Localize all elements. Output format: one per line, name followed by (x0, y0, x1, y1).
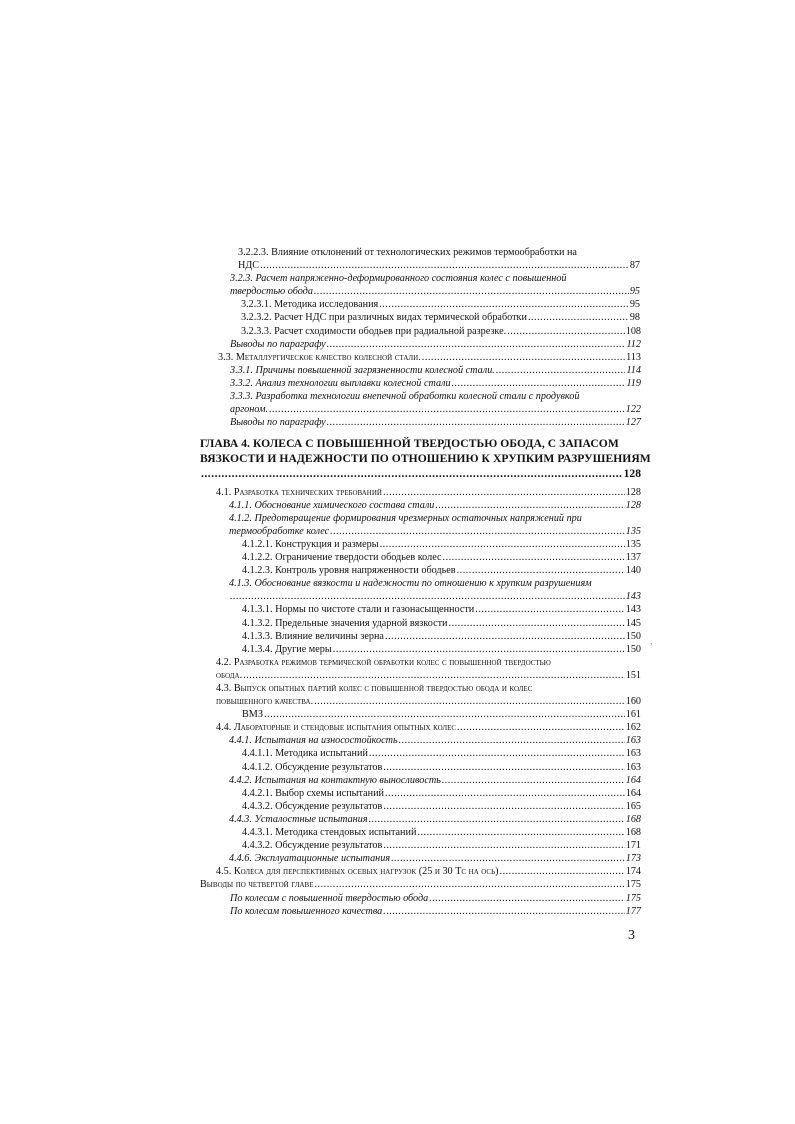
leader-dots (380, 538, 625, 551)
toc-entry (200, 486, 641, 499)
leader-dots (385, 787, 625, 800)
toc-page-number: 143 (625, 604, 641, 616)
toc-entry (200, 905, 641, 918)
toc-entry-title-line: 4.1.2. Предотвращение формирования чрезмерных остаточных напряжений при (229, 512, 582, 524)
leader-dots (369, 813, 625, 826)
toc-entry-title-end: НДС (238, 260, 260, 272)
chapter4-page-row (200, 466, 641, 480)
toc-entry (200, 377, 641, 390)
chapter4-page-number: 128 (623, 466, 641, 480)
toc-entry-title: 4.4. Лабораторные и стендовые испытания опытных колес (216, 722, 457, 734)
toc-entry-title: ВМЗ (242, 709, 263, 721)
toc-entry (200, 564, 641, 577)
toc-page-number: 163 (625, 735, 641, 747)
toc-page-number: 122 (625, 404, 641, 416)
leader-dots (442, 774, 625, 787)
toc-entry (200, 656, 641, 682)
leader-dots (330, 525, 625, 538)
toc-entry (200, 338, 641, 351)
toc-entry-title-end: аргоном. (230, 404, 269, 416)
chapter4-title-line1: ГЛАВА 4. КОЛЕСА С ПОВЫШЕННОЙ ТВЕРДОСТЬЮ ОБОДА, С ЗАПАСОМ (200, 437, 619, 451)
toc-entry-last-line (230, 285, 640, 298)
toc-page-number: 163 (625, 748, 641, 760)
toc-entry (200, 416, 641, 429)
toc-entry (200, 878, 641, 891)
toc-entry (200, 643, 641, 656)
toc-entry-title-end: повышенного качества. (216, 696, 314, 708)
toc-entry (200, 325, 641, 338)
toc-entry-title: 4.1.2.1. Конструкция и размеры (242, 538, 379, 550)
toc-entry-title: 3.3. Металлургическое качество колесной стали. (218, 351, 421, 363)
toc-entry (200, 852, 641, 865)
toc-entry-title: Выводы по четвертой главе (200, 879, 314, 891)
toc-page-number: 135 (625, 525, 641, 537)
leader-dots (449, 617, 625, 630)
toc-entry (200, 892, 641, 905)
leader-dots (315, 878, 625, 891)
toc-section-chapter4 (200, 486, 641, 918)
toc-entry-title: 4.4.3.1. Методика стендовых испытаний (242, 827, 417, 839)
leader-dots (383, 486, 625, 499)
leader-dots (383, 761, 624, 774)
toc-entry (200, 630, 641, 643)
toc-page-number: 177 (625, 905, 641, 917)
toc-entry (200, 551, 641, 564)
toc-entry-last-line (229, 590, 641, 603)
leader-dots (327, 416, 625, 429)
toc-entry-title: 4.1.3.4. Другие меры (242, 643, 332, 655)
toc-entry-title: 3.3.1. Причины повышенной загрязненности колесной стали. (230, 364, 495, 376)
table-of-contents (200, 246, 651, 918)
toc-page-number: 108 (625, 325, 641, 337)
toc-page-number: 140 (625, 565, 641, 577)
toc-entry (200, 538, 641, 551)
page-number: 3 (628, 928, 635, 943)
toc-entry-title: 3.3.2. Анализ технологии выплавки колесной стали (230, 377, 451, 389)
toc-page-number: 165 (625, 800, 641, 812)
toc-entry-title: По колесам с повышенной твердостью обода (230, 892, 429, 904)
toc-page-number: 137 (625, 552, 641, 564)
toc-entry (200, 787, 641, 800)
leader-dots (260, 259, 629, 272)
toc-page-number: 128 (625, 486, 641, 498)
toc-entry-last-line (238, 259, 640, 272)
toc-page-number: 151 (625, 669, 641, 681)
toc-entry-title-line: 3.2.2.3. Влияние отклонений от технологических режимов термообработки на (238, 247, 577, 258)
toc-entry-last-line (229, 525, 641, 538)
toc-entry-title: 4.5. Колеса для перспективных осевых нагрузок (25 и 30 Тс на ось) (216, 866, 499, 878)
toc-entry-last-line (216, 695, 641, 708)
toc-entry (200, 761, 641, 774)
toc-entry-title: 3.2.3.2. Расчет НДС при различных видах термической обработки (241, 312, 527, 324)
toc-page-number: 87 (629, 260, 640, 272)
leader-dots (417, 826, 624, 839)
leader-dots (457, 721, 625, 734)
toc-entry-title: 4.1. Разработка технических требований (216, 486, 382, 498)
toc-entry (200, 813, 641, 826)
toc-entry-title: 4.4.3.2. Обсуждение результатов (242, 800, 383, 812)
toc-entry-title-end: обода. (216, 669, 243, 681)
leader-dots (314, 695, 625, 708)
toc-entry (200, 364, 641, 377)
toc-entry (200, 721, 641, 734)
toc-entry-title: 3.2.3.1. Методика исследования (241, 299, 379, 311)
leader-dots (314, 285, 629, 298)
toc-entry (200, 298, 640, 311)
toc-entry (200, 708, 641, 721)
toc-entry-title-line: 4.2. Разработка режимов термической обработки колес с повышенной твердостью (216, 656, 551, 668)
leader-dots (429, 892, 624, 905)
toc-page-number: 150 (625, 643, 641, 655)
toc-page-number: 112 (626, 338, 641, 350)
toc-page-number: 164 (625, 787, 641, 799)
toc-entry (200, 246, 640, 272)
toc-page-number: 160 (625, 696, 641, 708)
toc-page-number: 127 (625, 417, 641, 429)
toc-entry (200, 617, 641, 630)
toc-page-number: 135 (625, 538, 641, 550)
toc-entry-title: Выводы по параграфу (230, 338, 326, 350)
toc-entry-last-line (230, 403, 641, 416)
toc-section-chapter3 (200, 246, 641, 429)
toc-entry-title: 4.1.2.2. Ограничение твердости ободьев колес (242, 552, 442, 564)
toc-entry (200, 865, 641, 878)
toc-entry-title: По колесам повышенного качества (230, 905, 383, 917)
toc-entry (200, 800, 641, 813)
leader-dots (333, 643, 625, 656)
leader-dots (383, 800, 624, 813)
toc-entry (200, 499, 641, 512)
toc-entry (200, 390, 641, 416)
scan-speck: , (650, 636, 653, 646)
toc-entry-title: 4.1.1. Обоснование химического состава стали (229, 499, 435, 511)
leader-dots (507, 325, 625, 338)
toc-entry-title: 4.4.1. Испытания на износостойкость (229, 735, 398, 747)
toc-entry-title-end: твердостью обода (230, 286, 313, 298)
leader-dots (264, 708, 625, 721)
leader-dots (379, 298, 629, 311)
leader-dots (243, 669, 625, 682)
toc-entry-title: 4.1.3.1. Нормы по чистоте стали и газонасыщенности (242, 604, 475, 616)
leader-dots (269, 403, 625, 416)
toc-page-number: 163 (625, 761, 641, 773)
toc-entry (200, 577, 641, 603)
toc-entry (200, 272, 640, 298)
toc-page-number: 119 (626, 377, 641, 389)
toc-page-number: 175 (625, 892, 641, 904)
toc-page-number: 162 (625, 722, 641, 734)
toc-entry-last-line (216, 669, 641, 682)
toc-entry-title-end: термообработке колес (229, 525, 330, 537)
toc-entry (200, 351, 641, 364)
leader-dots (422, 351, 625, 364)
leader-dots (391, 852, 625, 865)
leader-dots (383, 839, 624, 852)
toc-page-number: 114 (626, 364, 641, 376)
toc-page-number: 161 (625, 709, 641, 721)
toc-page-number: 95 (629, 299, 640, 311)
toc-entry-title-line: 4.1.3. Обоснование вязкости и надежности по отношению к хрупким разрушениям (229, 578, 592, 590)
toc-entry-title-line: 3.3.3. Разработка технологии внепечной обработки колесной стали с продувкой (230, 391, 580, 403)
toc-entry (200, 747, 641, 760)
toc-page-number: 143 (625, 591, 641, 603)
toc-page-number: 145 (625, 617, 641, 629)
toc-page-number: 98 (629, 312, 640, 324)
toc-page-number: 95 (629, 286, 640, 298)
toc-entry-title: 4.1.3.3. Влияние величины зерна (242, 630, 384, 642)
toc-entry-title: 4.4.2. Испытания на контактную выносливость (229, 774, 441, 786)
toc-entry-title: 4.1.2.3. Контроль уровня напряженности ободьев (242, 565, 456, 577)
toc-page-number: 113 (626, 351, 641, 363)
toc-entry (200, 682, 641, 708)
leader-dots (457, 564, 625, 577)
leader-dots (383, 905, 624, 918)
toc-page-number: 168 (625, 813, 641, 825)
toc-page-number: 168 (625, 827, 641, 839)
chapter4-heading (200, 437, 651, 480)
toc-page-number: 128 (625, 499, 641, 511)
toc-entry-title: 4.4.6. Эксплуатационные испытания (229, 853, 391, 865)
toc-entry (200, 512, 641, 538)
toc-page-number: 150 (625, 630, 641, 642)
toc-entry-title: 4.4.3.2. Обсуждение результатов (242, 840, 383, 852)
toc-entry-title: 4.4.1.1. Методика испытаний (242, 748, 368, 760)
leader-dots (500, 865, 625, 878)
leader-dots (443, 551, 625, 564)
toc-entry-title-line: 3.2.3. Расчет напряженно-деформированного состояния колес с повышенной (230, 273, 567, 285)
toc-entry-title: 4.4.1.2. Обсуждение результатов (242, 761, 383, 773)
leader-dots (385, 630, 625, 643)
leader-dots (435, 499, 624, 512)
toc-entry (200, 311, 640, 324)
toc-entry-title: 4.4.3. Усталостные испытания (229, 813, 368, 825)
toc-entry (200, 774, 641, 787)
leader-dots (528, 311, 629, 324)
leader-dots (475, 603, 624, 616)
leader-dots (399, 734, 625, 747)
toc-entry (200, 734, 641, 747)
leader-dots (369, 747, 625, 760)
toc-page-number: 173 (625, 853, 641, 865)
leader-dots (201, 467, 623, 480)
toc-entry-title: 3.2.3.3. Расчет сходимости ободьев при радиальной разрезке. (241, 325, 507, 337)
toc-page-number: 171 (625, 840, 641, 852)
toc-entry-title-line: 4.3. Выпуск опытных партий колес с повышенной твердостью обода и колес (216, 683, 533, 694)
chapter4-title-line2: ВЯЗКОСТИ И НАДЕЖНОСТИ ПО ОТНОШЕНИЮ К ХРУПКИМ РАЗРУШЕНИЯМ (200, 451, 651, 465)
leader-dots (452, 377, 626, 390)
toc-entry-title: 4.4.2.1. Выбор схемы испытаний (242, 787, 384, 799)
leader-dots (496, 364, 626, 377)
toc-entry-title: Выводы по параграфу (230, 417, 326, 429)
leader-dots (230, 590, 625, 603)
toc-entry (200, 603, 641, 616)
toc-page-number: 175 (625, 879, 641, 891)
toc-entry-title: 4.1.3.2. Предельные значения ударной вязкости (242, 617, 448, 629)
leader-dots (327, 338, 626, 351)
toc-page-number: 164 (625, 774, 641, 786)
toc-page-number: 174 (625, 866, 641, 878)
toc-entry (200, 839, 641, 852)
toc-entry (200, 826, 641, 839)
